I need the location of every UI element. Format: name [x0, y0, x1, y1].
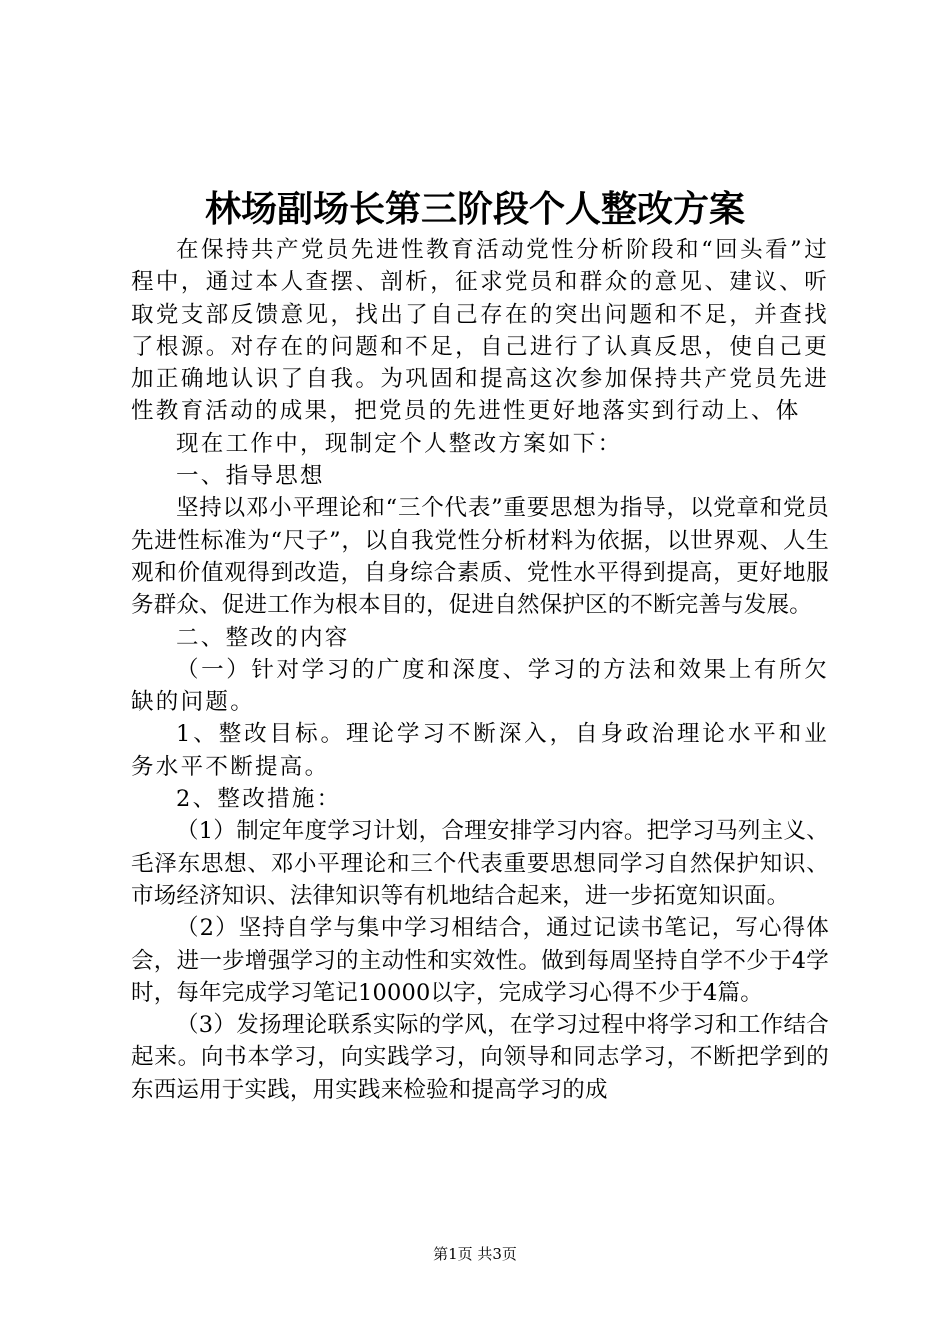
- paragraph-rectification-measures: 2、整改措施：: [176, 786, 342, 813]
- paragraph-guiding-thought: 坚持以邓小平理论和“三个代表”重要思想为指导，以党章和党员先进性标准为“尺子”，以自我党性分析材料为依据，以世界观、人生观和价值观得到改造，自身综合素质、党性水平得到提高，更好地服务群众、促进工作为根本目的，促进自然保护区的不断完善与发展。: [131, 495, 829, 619]
- page-footer: 第1页 共3页: [433, 1245, 517, 1263]
- paragraph-rectification-goal: 1、整改目标。理论学习不断深入，自身政治理论水平和业务水平不断提高。: [131, 721, 829, 780]
- document-body: [131, 234, 829, 1106]
- document-title: 林场副场长第三阶段个人整改方案: [204, 188, 745, 230]
- paragraph-measure-2: （2）坚持自学与集中学习相结合，通过记读书笔记，写心得体会，进一步增强学习的主动性和实效性。做到每周坚持自学不少于4学时，每年完成学习笔记10000以字，完成学习心得不少于4篇。: [131, 915, 829, 1006]
- section-heading-rectification-content: 二、整改的内容: [176, 624, 350, 651]
- paragraph-measure-1: （1）制定年度学习计划，合理安排学习内容。把学习马列主义、毛泽东思想、邓小平理论和三个代表重要思想同学习自然保护知识、市场经济知识、法律知识等有机地结合起来，进一步拓宽知识面。: [131, 818, 829, 909]
- paragraph-intro: 在保持共产党员先进性教育活动党性分析阶段和“回头看”过程中，通过本人查摆、剖析，征求党员和群众的意见、建议、听取党支部反馈意见，找出了自己存在的突出问题和不足，并查找了根源。对存在的问题和不足，自己进行了认真反思，使自己更加正确地认识了自我。为巩固和提高这次参加保持共产党员先进性教育活动的成果，把党员的先进性更好地落实到行动上、体: [131, 237, 829, 425]
- subsection-heading-study: （一）针对学习的广度和深度、学习的方法和效果上有所欠缺的问题。: [131, 656, 829, 716]
- paragraph-measure-3: （3）发扬理论联系实际的学风，在学习过程中将学习和工作结合起来。向书本学习，向实践学习，向领导和同志学习，不断把学到的东西运用于实践，用实践来检验和提高学习的成: [131, 1012, 829, 1103]
- section-heading-guiding-thought: 一、指导思想: [176, 463, 325, 490]
- paragraph-intro-continued: 现在工作中，现制定个人整改方案如下：: [176, 430, 623, 457]
